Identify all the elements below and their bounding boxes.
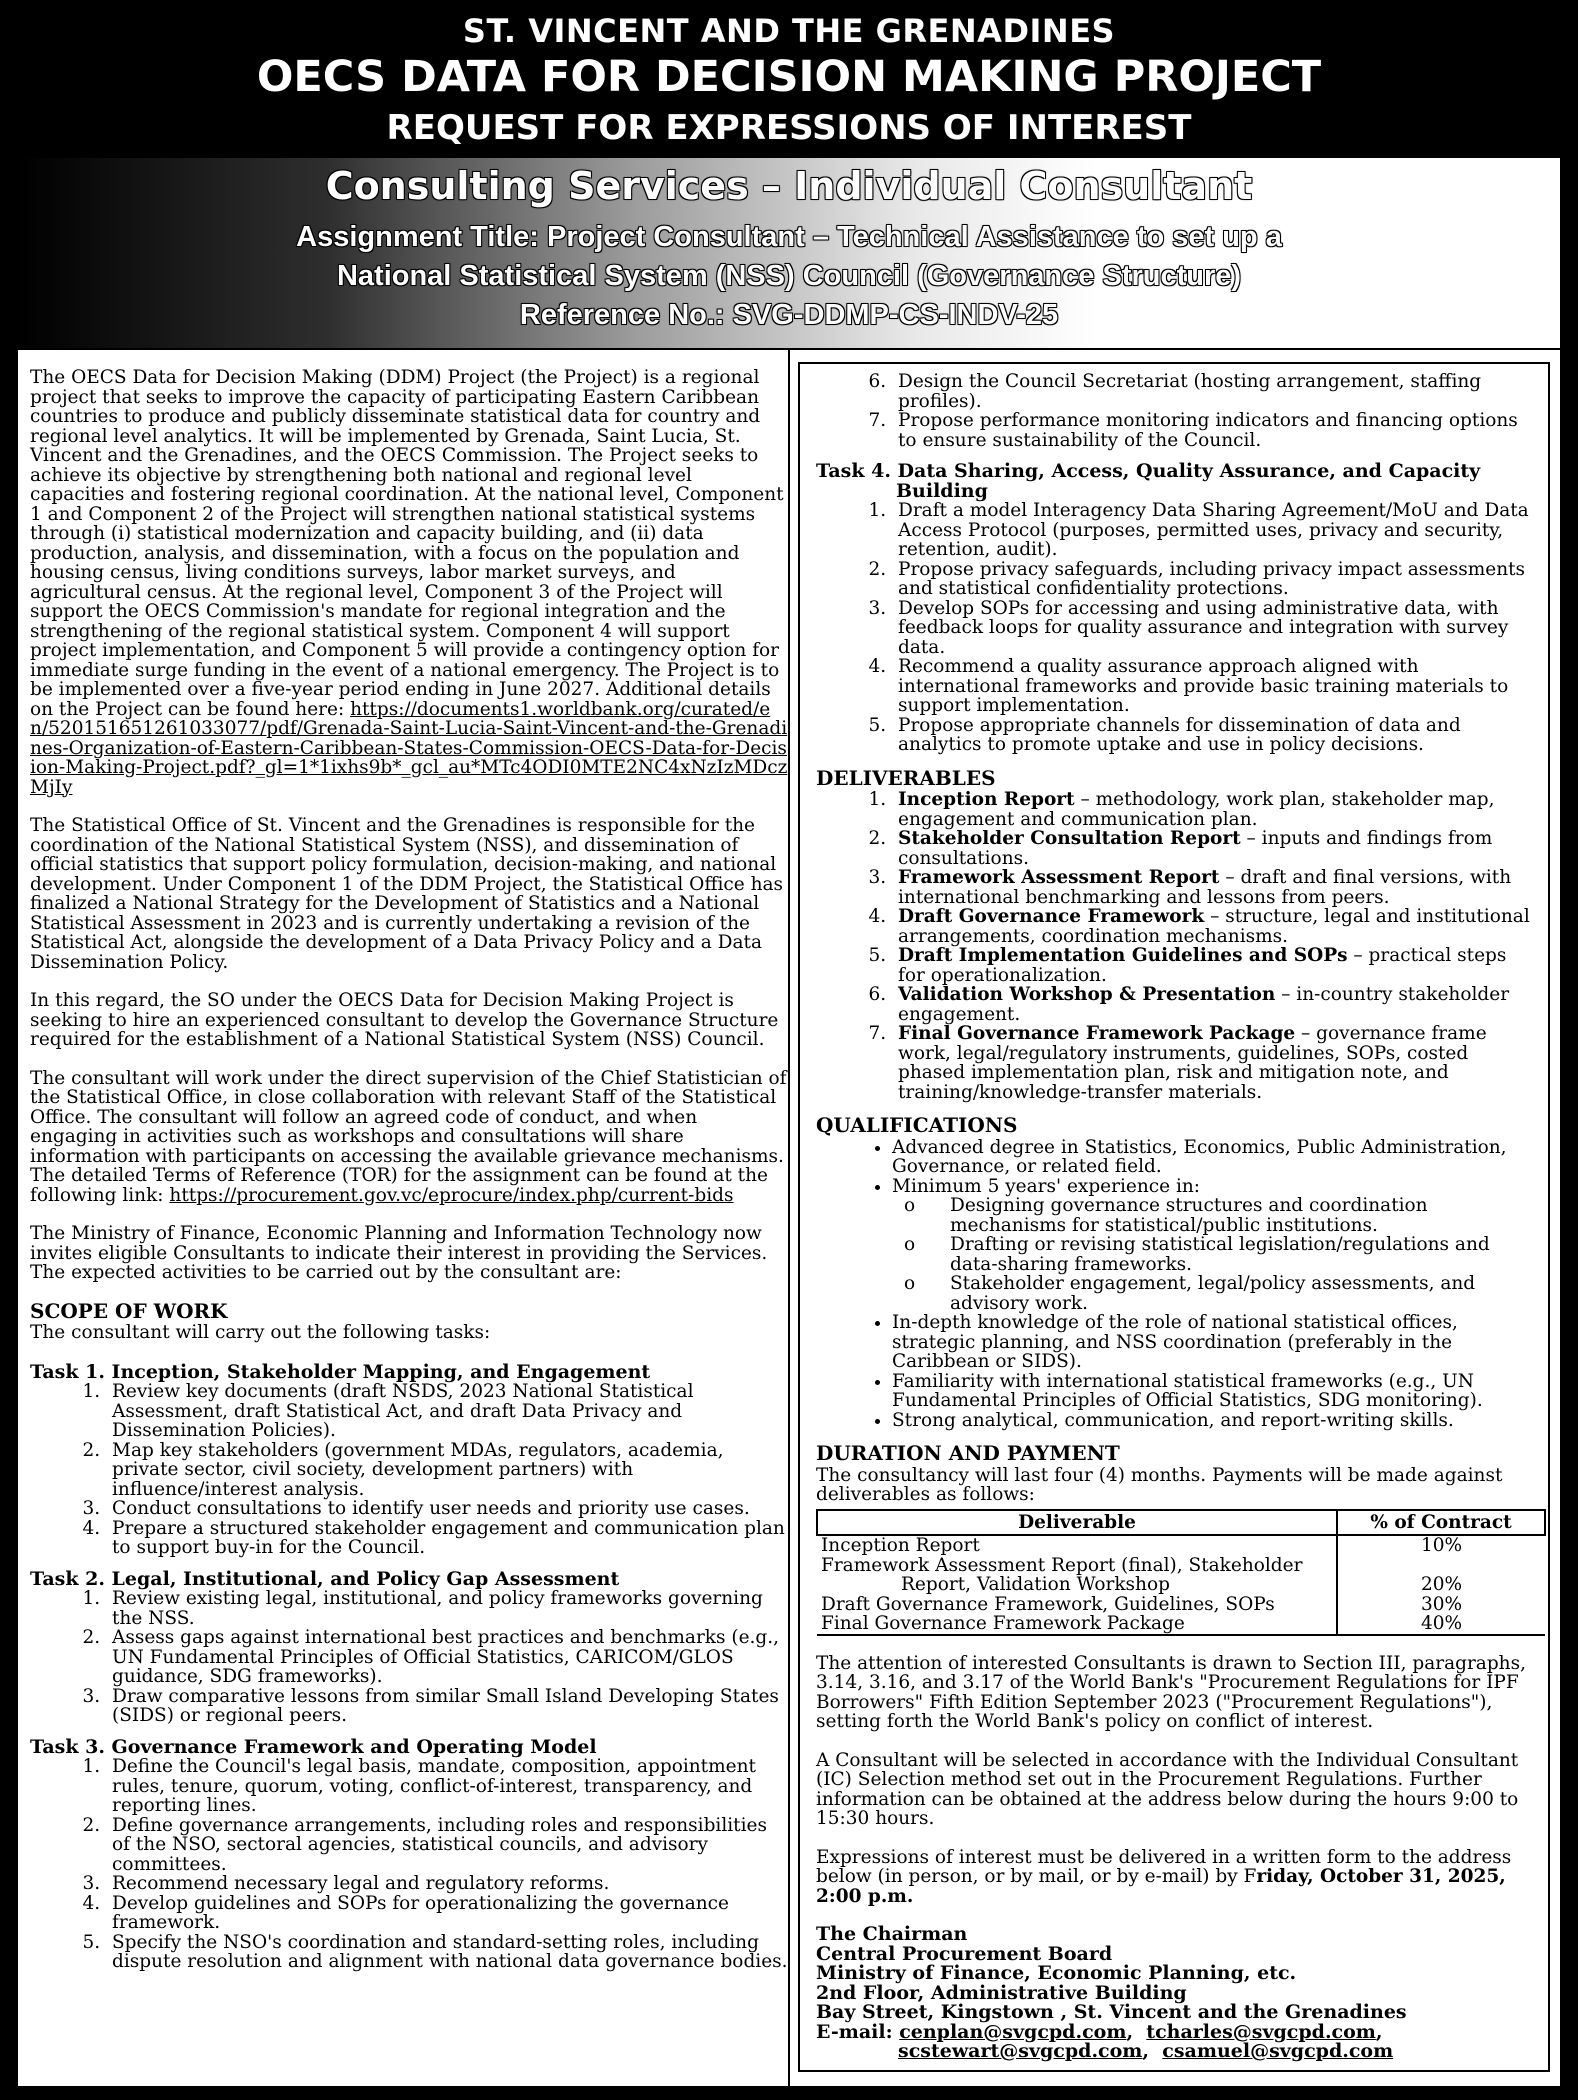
deliverable-desc: – methodology, work plan, stakeholder map, engagement and communication plan. [898,789,1495,830]
contact-line: 2nd Floor, Administrative Building [816,1981,1187,2004]
deliverables-heading: DELIVERABLES [816,765,996,790]
list-item [892,907,1538,946]
tor-link[interactable]: https://procurement.gov.vc/eprocure/index.php/current-bids [169,1184,734,1206]
assignment-title [18,218,1560,335]
ministry-paragraph: The Ministry of Finance, Economic Planning and Information Technology now invites eligible Consultants to indicate their interest in providing the Services. The expected activities to be carried out by the consultant are: [30,1223,768,1283]
list-item: 3. Recommend necessary legal and regulatory reforms. [106,1874,788,1894]
task3-list [30,1757,788,1972]
table-cell: Final Governance Framework Package [817,1614,1337,1635]
email-line: E-mail: cenplan@svgcpd.com, tcharles@svgcpd.com, [816,2020,1383,2043]
email-label: E-mail: [816,2020,900,2043]
table-cell: Draft Governance Framework, Guidelines, SOPs [821,1593,1275,1615]
list-item: 2. Propose privacy safeguards, including privacy impact assessments and statistical confidentiality protections. [892,560,1538,599]
contact-line: The Chairman [816,1923,968,1945]
deadline: riday, October 31, 2025, 2:00 p.m. [816,1866,1506,1907]
list-item: 1. Draft a model Interagency Data Sharing Agreement/MoU and Data Access Protocol (purposes, permitted uses, privacy and security, retention, audit). [892,501,1538,560]
left-column [30,368,788,2086]
list-item: 1. Review existing legal, institutional, and policy frameworks governing the NSS. [106,1589,788,1628]
project-title: OECS DATA FOR DECISION MAKING PROJECT [256,52,1322,102]
list-item [904,1195,1538,1236]
email-link-cenplan[interactable]: cenplan@svgcpd.com [899,2020,1127,2043]
table-cell: 30% [1337,1595,1545,1615]
deliverable-name: Inception Report [898,789,1075,810]
contact-line: Ministry of Finance, Economic Planning, etc. [816,1962,1297,1984]
contact-block [816,1925,1538,2062]
assignment-title-line2: National Statistical System (NSS) Council (Governance Structure) [336,260,1242,292]
table-header-row [817,1510,1545,1536]
supervision-paragraph [30,1069,788,1206]
scope-heading: SCOPE OF WORK [30,1298,228,1323]
contact-line: Central Procurement Board [816,1942,1113,1965]
duration-text: The consultancy will last four (4) months. Payments will be made against deliverables as follows: [816,1464,1503,1505]
list-item: 4. Prepare a structured stakeholder engagement and communication plan to support buy-in for the Council. [106,1519,788,1558]
sub-bullet: o [904,1273,916,1294]
task1-title: Task 1. Inception, Stakeholder Mapping, and Engagement [30,1360,651,1383]
list-item [892,829,1538,868]
table-cell: 10% [1337,1535,1545,1556]
list-item: 4. Recommend a quality assurance approach aligned with international frameworks and provide basic training materials to support implementation. [892,657,1538,716]
selection-paragraph: A Consultant will be selected in accordance with the Individual Consultant (IC) Selection method set out in the Procurement Regulations. Further information can be obtained at the address below during the hours 9:00 to 15:30 hours. [816,1749,1519,1829]
services-title: Consulting Services – Individual Consultant [325,164,1253,208]
sub-bullet: o [904,1195,916,1216]
deliverable-name: Final Governance Framework Package [898,1023,1296,1044]
hire-paragraph: In this regard, the SO under the OECS Data for Decision Making Project is seeking to hire an experienced consultant to develop the Governance Structure required for the establishment of a National Statistical System (NSS) Council. [30,990,779,1050]
list-item: 3. Draw comparative lessons from similar Small Island Developing States (SIDS) or regional peers. [106,1687,788,1726]
list-item [892,946,1538,985]
email-link-scstewart[interactable]: scstewart@svgcpd.com [898,2040,1143,2062]
table-cell: 40% [1337,1614,1545,1635]
title-band [18,158,1560,348]
list-item: 2. Assess gaps against international best practices and benchmarks (e.g., UN Fundamental Principles of Official Statistics, CARICOM/GLOS guidance, SDG frameworks). [106,1628,788,1687]
deliverables-list [816,790,1538,1102]
cell-line: Framework Assessment Report (final), Stakeholder [821,1554,1303,1576]
list-item [892,985,1538,1024]
intro-text: The OECS Data for Decision Making (DDM) Project (the Project) is a regional project that seeks to improve the capacity of participating Eastern Caribbean countries to produce and publicly disseminate statistical data for country and regional level analytics. It will be implemented by Grenada, Saint Lucia, St. Vincent and the Grenadines, and the OECS Commission. The Project seeks to achieve its objective by strengthening both national and regional level capacities and fostering regional coordination. At the national level, Component 1 and Component 2 of the Project will strengthen national statistical systems through (i) statistical modernization and capacity building, and (ii) data production, analysis, and dissemination, with a focus on the population and housing census, living conditions surveys, labor market surveys, and agricultural census. At the regional level, Component 3 of the Project will support the OECS Commission's mandate for regional integration and the strengthening of the regional statistical system. Component 4 will support project implementation, and Component 5 will provide a contingency option for immediate surge funding in the event of a national emergency. The Project is to be implemented over a five-year period ending in June 2027. Additional details on the Project can be found here: [30,367,784,720]
task3-list-continued [816,372,1538,450]
table-cell [817,1556,1337,1595]
list-item: 4. Develop guidelines and SOPs for operationalizing the governance framework. [106,1894,788,1933]
task4-title-line1: Task 4. Data Sharing, Access, Quality Assurance, and Capacity [816,460,1481,482]
qualifications-list [816,1138,1538,1431]
table-cell: Inception Report [821,1535,980,1556]
email-link-tcharles[interactable]: tcharles@svgcpd.com [1146,2020,1376,2043]
list-item [892,1024,1538,1102]
list-item [904,1273,1538,1314]
list-item: • Familiarity with international statistical frameworks (e.g., UN Fundamental Principles of Official Statistics, SDG monitoring). [892,1372,1538,1411]
task1-list [30,1382,788,1558]
table-header-percent: % of Contract [1337,1510,1545,1536]
experience-label: Minimum 5 years' experience in: [892,1175,1201,1197]
experience-sublist [892,1196,1538,1313]
cell-line: Report, Validation Workshop [901,1574,1170,1595]
payment-table [816,1509,1546,1636]
sub-bullet: o [904,1234,916,1255]
deliverable-desc: – structure, legal and institutional arrangements, coordination mechanisms. [898,906,1530,947]
list-item [904,1234,1538,1275]
reference-number: Reference No.: SVG-DDMP-CS-INDV-25 [519,299,1059,331]
table-cell [1337,1556,1545,1595]
list-item: 6. Design the Council Secretariat (hosting arrangement, staffing profiles). [892,372,1538,411]
qualifications-heading: QUALIFICATIONS [816,1113,1018,1137]
deliverable-desc: – draft and final versions, with international benchmarking and lessons from peers. [898,867,1512,908]
list-item: 1. Define the Council's legal basis, mandate, composition, appointment rules, tenure, quorum, voting, conflict-of-interest, transparency, and reporting lines. [106,1757,788,1816]
duration-heading: DURATION AND PAYMENT [816,1441,1120,1465]
sub-item-text: Designing governance structures and coordination mechanisms for statistical/public institutions. [950,1195,1428,1236]
list-item: 1. Review key documents (draft NSDS, 2023 National Statistical Assessment, draft Statistical Act, and draft Data Privacy and Dissemination Policies). [106,1382,788,1441]
header [0,0,1578,150]
task4-title [816,462,1538,501]
deliverable-name: Validation Workshop & Presentation [898,984,1276,1005]
deliverable-name: Framework Assessment Report [898,867,1220,888]
table-row [817,1595,1545,1615]
table-row [817,1535,1545,1556]
table-row [817,1556,1545,1595]
task4-list [816,501,1538,755]
list-item [892,790,1538,829]
list-item: 5. Propose appropriate channels for dissemination of data and analytics to promote uptake and use in policy decisions. [892,716,1538,755]
table-header-deliverable: Deliverable [817,1510,1337,1536]
intro-paragraph [30,368,788,797]
list-item: 2. Map key stakeholders (government MDAs, regulators, academia, private sector, civil society, development partners) with influence/interest analysis. [106,1441,788,1500]
deliverable-desc: – in-country stakeholder engagement. [898,984,1510,1025]
contact-line: Bay Street, Kingstown , St. Vincent and the Grenadines [816,2001,1407,2023]
expressions-text: Expressions of interest must be delivered in a written form to the address below (in person, or by mail, or by e-mail) by F [816,1846,1512,1887]
list-item [892,1177,1538,1314]
supervision-text: The consultant will work under the direct supervision of the Chief Statistician of the Statistical Office, in close collaboration with relevant Staff of the Statistical Office. The consultant will follow an agreed code of conduct, and when engaging in activities such as workshops and consultations will share information with participants on accessing the available grievance mechanisms. The detailed Terms of Reference (TOR) for the assignment can be found at the following link: [30,1067,787,1206]
sub-item-text: Stakeholder engagement, legal/policy assessments, and advisory work. [950,1273,1476,1314]
sub-item-text: Drafting or revising statistical legislation/regulations and data-sharing frameworks. [950,1234,1490,1275]
request-title: REQUEST FOR EXPRESSIONS OF INTEREST [386,108,1192,148]
statistical-office-paragraph: The Statistical Office of St. Vincent and the Grenadines is responsible for the coordination of the National Statistical System (NSS), and dissemination of official statistics that support policy formulation, decision-making, and national development. Under Component 1 of the DDM Project, the Statistical Office has finalized a National Strategy for the Development of Statistics and a National Statistical Assessment in 2023 and is currently undertaking a revision of the Statistical Act, alongside the development of a Data Privacy Policy and a Data Dissemination Policy. [30,815,784,973]
scope-intro: The consultant will carry out the following tasks: [30,1322,491,1343]
deliverable-desc: – practical steps for operationalization. [898,945,1507,986]
deliverable-name: Draft Implementation Guidelines and SOPs [898,945,1348,966]
task3-title: Task 3. Governance Framework and Operating Model [30,1735,597,1758]
list-item: • Strong analytical, communication, and report-writing skills. [892,1411,1538,1431]
body [18,350,1560,2086]
deliverable-name: Stakeholder Consultation Report [898,828,1241,849]
deliverable-desc: – governance frame work, legal/regulatory instruments, guidelines, SOPs, costed phased implementation plan, risk and mitigation note, and training/knowledge-transfer materials. [898,1023,1487,1103]
task2-title: Task 2. Legal, Institutional, and Policy Gap Assessment [30,1567,620,1590]
list-item: • In-depth knowledge of the role of national statistical offices, strategic planning, and NSS coordination (preferably in the Caribbean or SIDS). [892,1313,1538,1372]
list-item [892,868,1538,907]
list-item: 5. Specify the NSO's coordination and standard-setting roles, including dispute resolution and alignment with national data governance bodies. [106,1933,788,1972]
column-divider [788,350,790,2086]
list-item: • Advanced degree in Statistics, Economics, Public Administration, Governance, or related field. [892,1138,1538,1177]
deliverable-desc: – inputs and findings from consultations. [898,828,1493,869]
attention-paragraph: The attention of interested Consultants is drawn to Section III, paragraphs, 3.14, 3.16, and 3.17 of the World Bank's "Procurement Regulations for IPF Borrowers" Fifth Edition September 2023 ("Procurement Regulations"), setting forth the World Bank's policy on conflict of interest. [816,1652,1526,1732]
deliverable-name: Draft Governance Framework [898,906,1205,927]
table-row [817,1614,1545,1635]
cell-line: 20% [1420,1574,1463,1595]
list-item: 2. Define governance arrangements, including roles and responsibilities of the NSO, sectoral agencies, statistical councils, and advisory committees. [106,1816,788,1875]
list-item: 7. Propose performance monitoring indicators and financing options to ensure sustainability of the Council. [892,411,1538,450]
right-column [798,362,1550,2072]
expressions-paragraph [816,1848,1538,1907]
country-title: ST. VINCENT AND THE GRENADINES [462,12,1116,50]
assignment-title-line1: Assignment Title: Project Consultant – Technical Assistance to set up a [296,221,1282,253]
task4-title-line2: Building [896,479,988,502]
list-item: 3. Conduct consultations to identify user needs and priority use cases. [106,1499,788,1519]
task2-list [30,1589,788,1726]
project-details-link[interactable]: https://documents1.worldbank.org/curated/en/520151651261033077/pdf/Grenada-Saint-Lucia-Saint-Vincent-and-the-Grenadines-Organization-of-Eastern-Caribbean-States-Commission-OECS-Data-for-Decision-Making-Project.pdf?_gl=1*1ixhs9b*_gcl_au*MTc4ODI0MTE2NC4xNzIzMDczMjIy [30,698,788,798]
email-line: scstewart@svgcpd.com, csamuel@svgcpd.com [898,2040,1394,2062]
list-item: 3. Develop SOPs for accessing and using administrative data, with feedback loops for quality assurance and integration with survey data. [892,599,1538,658]
email-link-csamuel[interactable]: csamuel@svgcpd.com [1162,2040,1394,2062]
